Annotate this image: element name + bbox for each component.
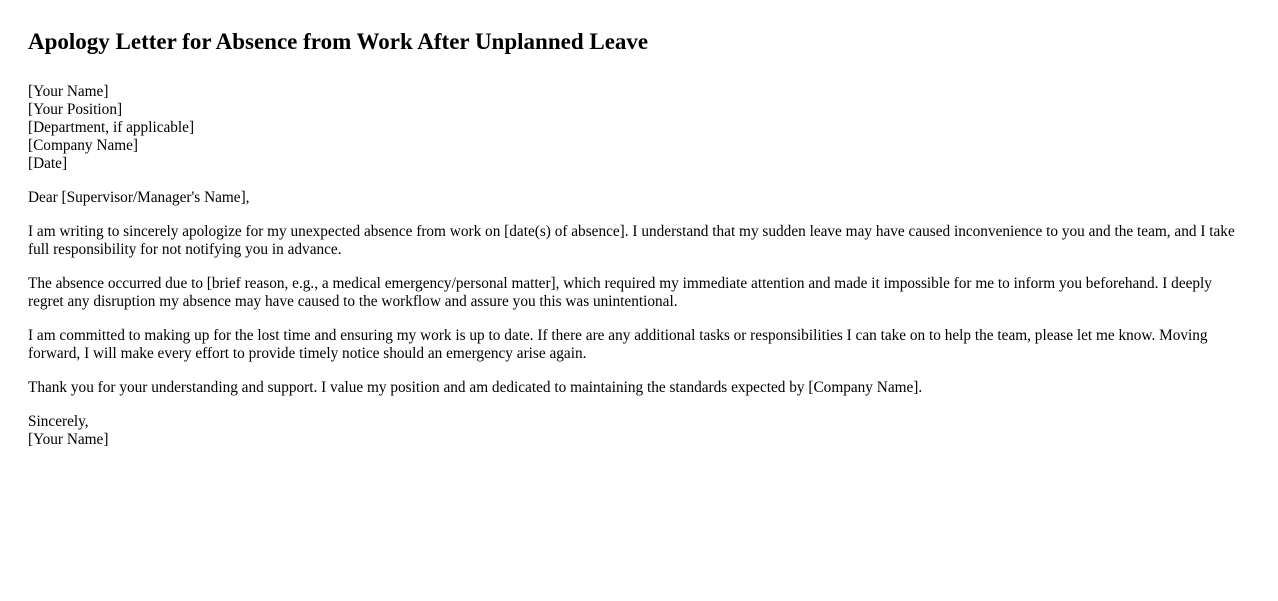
sender-department: [Department, if applicable] [28, 119, 195, 136]
signature-block [28, 413, 1250, 449]
sender-block [28, 83, 1250, 173]
sender-name: [Your Name] [28, 83, 109, 100]
body-paragraph-3: I am committed to making up for the lost time and ensuring my work is up to date. If there are any additional tasks or responsibilities I can take on to help the team, please let me know. Moving forward, I will make every effort to provide timely notice should an emergency arise again. [28, 327, 1208, 362]
body-paragraph-4: Thank you for your understanding and support. I value my position and am dedicated to maintaining the standards expected by [Company Name]. [28, 379, 923, 396]
body-paragraph-1: I am writing to sincerely apologize for my unexpected absence from work on [date(s) of absence]. I understand that my sudden leave may have caused inconvenience to you and the team, and I take full responsibility for not notifying you in advance. [28, 223, 1235, 258]
signature-name: [Your Name] [28, 431, 109, 448]
page-title: Apology Letter for Absence from Work After Unplanned Leave [28, 29, 649, 54]
sender-position: [Your Position] [28, 101, 123, 118]
greeting: Dear [Supervisor/Manager's Name], [28, 189, 250, 206]
body-paragraph-2: The absence occurred due to [brief reason, e.g., a medical emergency/personal matter], which required my immediate attention and made it impossible for me to inform you beforehand. I deeply regret any disruption my absence may have caused to the workflow and assure you this was unintentional. [28, 275, 1212, 310]
closing: Sincerely, [28, 413, 89, 430]
letter-date: [Date] [28, 155, 68, 172]
sender-company: [Company Name] [28, 137, 139, 154]
